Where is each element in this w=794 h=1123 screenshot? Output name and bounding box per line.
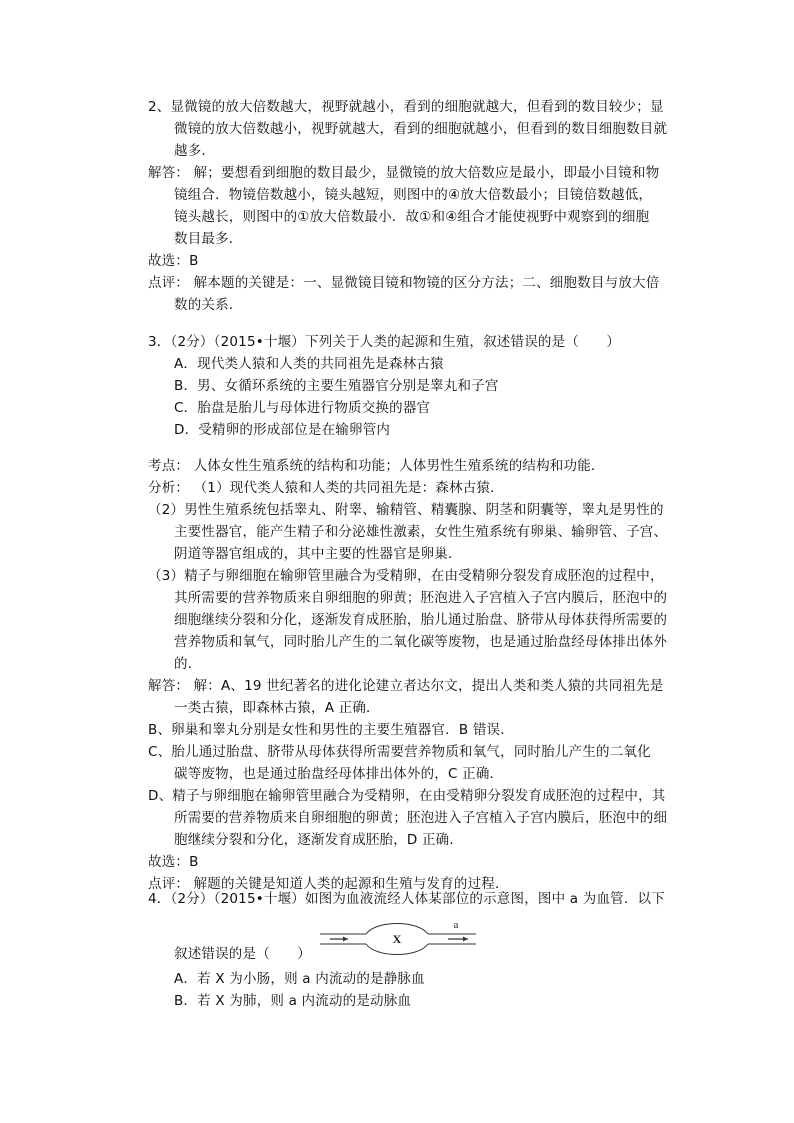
q2-choice: 故选：B — [148, 253, 199, 269]
q3-jieda-line: C、胎儿通过胎盘、脐带从母体获得所需要营养物质和氧气，同时胎儿产生的二氧化 — [148, 744, 651, 760]
q3-fenxi-line: （2）男性生殖系统包括睾丸、附睾、输精管、精囊腺、阴茎和阴囊等，睾丸是男性的 — [148, 502, 664, 518]
q2-answer-line: 镜头越长，则图中的①放大倍数最小．故①和④组合才能使视野中观察到的细胞 — [174, 209, 650, 225]
q3-option-a: A．现代类人猿和人类的共同祖先是森林古猿 — [174, 356, 444, 372]
q2-answer-line: 数目最多． — [174, 231, 243, 247]
q3-option-c: C．胎盘是胎儿与母体进行物质交换的器官 — [174, 400, 431, 416]
q3-jieda-line: B、卵巢和睾丸分别是女性和男性的主要生殖器官．B 错误． — [148, 722, 514, 738]
vessel-a-label: a — [453, 919, 459, 931]
q2-text-line: 越多． — [174, 143, 216, 159]
q3-jieda-line: 解答： 解：A、19 世纪著名的进化论建立者达尔文，提出人类和类人猿的共同祖先是 — [148, 678, 664, 694]
q2-review-line: 数的关系． — [174, 297, 243, 313]
q3-fenxi-line: （3）精子与卵细胞在输卵管里融合为受精卵，在由受精卵分裂发育成胚泡的过程中， — [148, 568, 664, 584]
q3-jieda-line: 胞继续分裂和分化，逐渐发育成胚胎，D 正确． — [174, 832, 464, 848]
q3-fenxi-line: 阴道等器官组成的，其中主要的性器官是卵巢． — [174, 546, 462, 562]
q2-answer-line: 镜组合．物镜倍数越小，镜头越短，则图中的④放大倍数最小；目镜倍数越低， — [174, 187, 653, 203]
q3-jieda-line: D、精子与卵细胞在输卵管里融合为受精卵，在由受精卵分裂发育成胚泡的过程中，其 — [148, 788, 666, 804]
q3-kaodian: 考点： 人体女性生殖系统的结构和功能；人体男性生殖系统的结构和功能． — [148, 458, 605, 474]
q3-review: 点评： 解题的关键是知道人类的起源和生殖与发育的过程． — [148, 876, 509, 892]
q3-fenxi-line: 分析： （1）现代类人猿和人类的共同祖先是：森林古猿． — [148, 480, 504, 496]
q4-stem: 4．（2分）（2015•十堰）如图为血液流经人体某部位的示意图，图中 a 为血管．以下 — [148, 891, 665, 907]
q3-option-d: D．受精卵的形成部位是在输卵管内 — [174, 422, 391, 438]
blood-flow-diagram — [318, 916, 478, 962]
flow-out-arrowhead-icon — [463, 937, 468, 942]
q3-fenxi-line: 其所需要的营养物质来自卵细胞的卵黄；胚泡进入子宫植入子宫内膜后，胚泡中的 — [174, 590, 668, 606]
q3-fenxi-line: 的． — [174, 656, 202, 672]
q2-text-line: 微镜的放大倍数越小，视野就越大，看到的细胞就越小，但看到的数目细胞数目就 — [174, 121, 668, 137]
q3-fenxi-line: 营养物质和氧气，同时胎儿产生的二氧化碳等废物，也是通过胎盘经母体排出体外 — [174, 634, 668, 650]
q3-jieda-line: 所需要的营养物质来自卵细胞的卵黄；胚泡进入子宫植入子宫内膜后，胚泡中的细 — [174, 810, 668, 826]
organ-x-label: X — [392, 932, 402, 946]
q2-answer-line: 解答： 解；要想看到细胞的数目最少，显微镜的放大倍数应是最小，即最小目镜和物 — [148, 165, 660, 181]
q3-jieda-line: 一类古猿，即森林古猿，A 正确． — [174, 700, 380, 716]
q3-fenxi-line: 细胞继续分裂和分化，逐渐发育成胚胎，胎儿通过胎盘、脐带从母体获得所需要的 — [174, 612, 668, 628]
q3-stem: 3．（2分）（2015•十堰）下列关于人类的起源和生殖，叙述错误的是（ ） — [148, 334, 621, 350]
q3-jieda-line: 碳等废物，也是通过胎盘经母体排出体外的，C 正确． — [174, 766, 504, 782]
q4-option-b: B．若 X 为肺，则 a 内流动的是动脉血 — [174, 993, 412, 1009]
q4-stem: 叙述错误的是（ ） — [174, 946, 311, 962]
q3-choice: 故选：B — [148, 854, 199, 870]
q2-text-line: 2、显微镜的放大倍数越大，视野就越小，看到的细胞就越大，但看到的数目较少；显 — [148, 99, 664, 115]
flow-in-arrowhead-icon — [343, 937, 348, 942]
q3-option-b: B．男、女循环系统的主要生殖器官分别是睾丸和子宫 — [174, 378, 499, 394]
q2-review-line: 点评： 解本题的关键是：一、显微镜目镜和物镜的区分方法；二、细胞数目与放大倍 — [148, 275, 660, 291]
q3-fenxi-line: 主要性器官，能产生精子和分泌雄性激素，女性生殖系统有卵巢、输卵管、子宫、 — [174, 524, 668, 540]
q4-option-a: A．若 X 为小肠，则 a 内流动的是静脉血 — [174, 971, 425, 987]
